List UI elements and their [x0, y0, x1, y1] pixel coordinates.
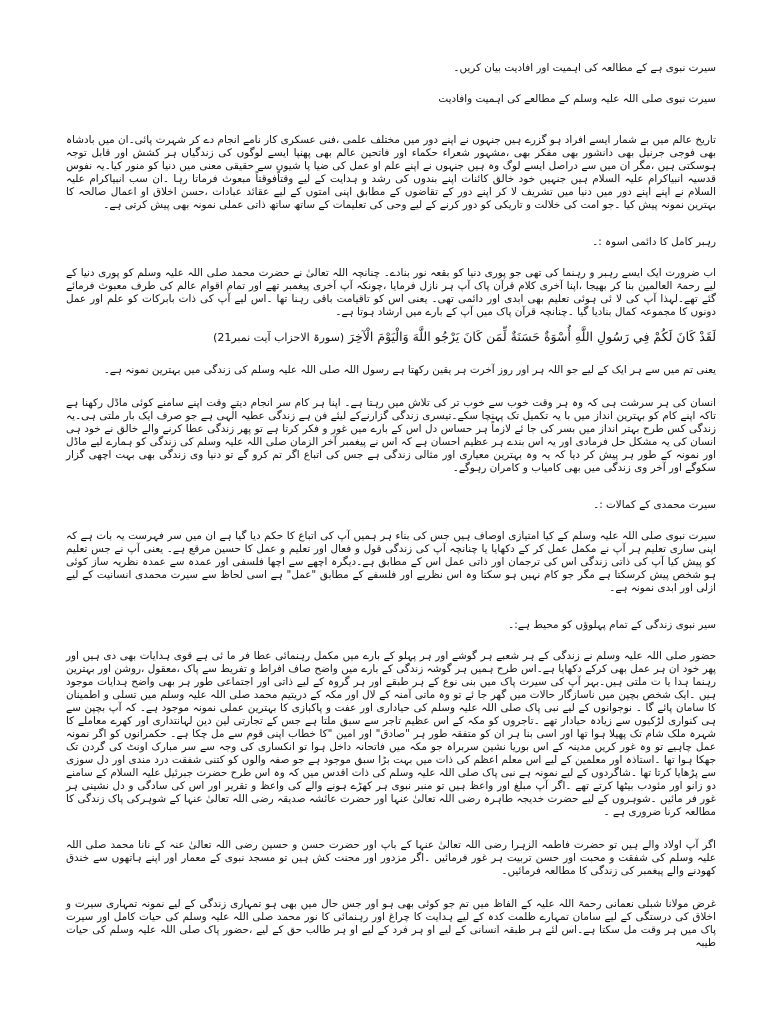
- section-title: سیرت نبوی صلی اللہ علیہ وسلم کے مطالعے کی اہمیت وافادیت: [438, 93, 716, 105]
- paragraph-rahbar: اب ضرورت ایک ایسے رہبر و رہنما کی تھی جو پوری دنیا کو بقعہ نور بنادے۔ چنانچہ اللہ تعالیٰ نے حضرت محمد صلی اللہ علیہ وسلم کو پوری دنیا کے لیے رحمۃ العالمین بنا کر بھیجا ،اپنا آخری کلام قرآن پاک آپ ہر نازل فرمایا ،چونکہ آپ آخری پیغمبر تھے اور تمام اقوام عالم کی طرف معبوث فرمائے گئے تھے۔لہذا آپ کی لا ئی ہوئی تعلیم بھی ابدی اور دائمی تھی۔ یعنی اس کو تاقیامت باقی رہنا تھا ۔اس لیے آپ کی ذات بابرکات کو علم اور عمل دونوں کا مجموعہ کمال بنادیا گیا ۔چنانچہ قرآن پاک میں آپ کے بارے میں ارشاد ہوتا ہے۔: [66, 267, 716, 318]
- paragraph-parents: اگر آپ اولاد والے ہیں تو حضرت فاطمہ الزہرا رضی اللہ تعالیٰ عنہا کے باپ اور حضرت حسن و حسین رضی اللہ تعالیٰ عنہ کے نانا محمد صلی اللہ علیہ وسلم کی شفقت و محبت اور حسن تربیت ہر غور فرمائیں ۔اگر مزدور اور محنت کش ہیں تو مسجد نبوی کے معمار اور اپنے ہاتھوں سے خندق کھودنے والے پیغمبر کی زندگی کا مطالعہ فرمائیں۔: [66, 839, 716, 877]
- verse-text: لَقَدْ كَانَ لَكُمْ فِي رَسُولِ اللَّهِ أُسْوَةٌ حَسَنَةٌ لِّمَن كَانَ يَرْجُو اللَّهَ وَالْيَوْمَ الْآخِرَ: [348, 329, 716, 344]
- verse-reference: (سورۃ الاحزاب آیت نمبر21): [213, 331, 345, 344]
- subheading-rahbar: رہبر کامل کا دائمی اسوہ :۔: [592, 236, 716, 248]
- verse-translation: یعنی تم میں سے ہر ایک کے لیے جو اللہ ہر اور روز آخرت ہر یقین رکھتا ہے رسول اللہ صلی اللہ علیہ وسلم کی زندگی میں بہترین نمونہ ہے۔: [103, 364, 716, 376]
- paragraph-muheet: حضور صلی اللہ علیہ وسلم نے زندگی کے ہر شعبے ہر گوشے اور ہر پہلو کے بارے میں مکمل رہنمائی عطا فر ما ئی ہے قوی ہدایات بھی دی ہیں اور پھر خود ان ہر عمل بھی کرکے دکھایا ہے۔اس طرح ہمیں ہر گوشہ زندگی کے بارے میں واضح صاف افراط و تفریط سے پاک ،معقول ،روشن اور بہترین رہنما ہدا یا ت ملتی ہیں۔بہر آپ کی سیرت پاک میں بنی نوع کے ہر طبقے اور ہر گروہ کے لیے ذاتی اور اجتماعی طور ہر بھی واضح ہدایات موجود ہیں ۔ایک شخص بچپن میں ناسازگار حالات میں گھر جا ئے تو وہ ماتی آمنہ کے لال اور مکہ کے دریتیم محمد صلی اللہ علیہ وسلم میں تسلی و اطمینان کا سامان پائے گا ۔ نوجوانوں کے لیے نبی پاک صلی اللہ علیہ وسلم کی حیاداری اور عفت و پاکبازی کا بہترین عملی نمونہ موجود ہے۔ کہ آپ بچپن سے ہی کنواری لڑکیوں سے زیادہ حیادار تھے ۔تاجروں کو مکہ کے اس عظیم تاجر سے سبق ملتا ہے جس کے تجارتی لین دین لہانتداری اور کھرے معاملے کا شہرہ ملک شام تک پھیلا ہوا تھا اور اسی بنا ہر ان کو متفقہ طور ہر "صادق" اور امین "کا خطاب اپنی قوم سے مل چکا ہے۔ حکمرانوں کو اگر نمونہ عمل چاہیے تو وہ غور کریں مدینہ کے اس بوریا نشین سربراہ جو مکہ میں فاتحانہ داخل ہوا تو انکساری کی وجہ سے سر مبارک اونٹ کی گردن تک جھکا ہوا تھا ۔استاذہ اور معلمین کے لیے اس معلم اعظم کی ذات میں بہت بڑا سبق موجود ہے جو صفہ والوں کو کتنی شفقت درد مندی اور دل سوزی سے پڑھایا کرتا تھا ۔شاگردوں کے لیے نمونہ ہے نبی پاک صلی اللہ علیہ وسلم کی ذات اقدس میں کہ وہ اس طرح حضرت جبرئیل علیہ السلام کے سامنے دو زانو اور مئودب بیٹھا کرتے تھے ۔اگر آپ مبلغ اور واعظ ہیں تو منبر نبوی ہر کھڑے ہونے والے کی واعظ و تقریر اور اس کی سادگی و دل نشینی ہر غور فر مائیں ۔شوہروں کے لیے حضرت خدیجہ طاہرہ رضی اللہ تعالیٰ عنہا اور حضرت عائشہ صدیقہ رضی اللہ تعالیٰ عنہا کے شوہرکی پاک زندگی کا مطالعہ کرنا ضروری ہے ۔: [66, 650, 716, 818]
- intro-paragraph: تاریخ عالم میں بے شمار ایسے افراد ہو گزرے ہیں جنہوں نے اپنے دور میں مختلف علمی ،فنی عسکری کار نامے انجام دے کر شہرت پائی۔ان میں بادشاہ بھی فوجی جرنیل بھی دانشور بھی مفکر بھی ،مشہور شعراء حکماء اور فاتحین عالم بھی پھنپا ایسے لوگوں کی زندگیاں ہر کشش اور قابل توجہ ہوسکتی ہیں ،مگر ان میں سے دراصل ایسے لوگ وہ ہیں جنہوں نے اپنے علم او عمل کی ضیا پا شیوں سے حقیقی معنی میں دنیا کو منور کیا۔یہ نفوس قدسیہ انبیاکرام علیہ السلام ہیں جنہیں خود خالق کائنات اپنے بندوں کی رشد و ہدایت کے لیے وقتاًفوقتاً مبعوث فرماتا رہا ۔ان سب انبیاکرام علیہ السلام نے اپنے اپنے دور میں دنیا میں تشریف لا کر اپنے دور کے تقاضوں کے مطابق اپنی امتوں کے لیے عقائد عبادات ،حسن اخلاق او اعمال صالحہ کا بہترین نمونہ پیش کیا ۔جو امت کی خلالت و تاریکی کو دور کرنے کے لیے وحی کی تعلیمات کے ساتھ ساتھ ذاتی عملی نمونہ بھی پیش کرتی ہے۔: [66, 134, 716, 211]
- paragraph-kamalat: سیرت نبوی صلی اللہ علیہ وسلم کے کیا امتیازی اوصاف ہیں جس کی بناء ہر ہمیں آپ کی اتباع کا حکم دیا گیا ہے ان میں سر فہرست یہ بات ہے کہ اپنی ساری تعلیم ہر آپ نے مکمل عمل کر کے دکھایا یا چنانچہ آپ کی زندگی قول و فعال اور تعلیم و عمل کا حسین مرقع ہے۔ یعنی آپ نے جس تعلیم کو پیش کیا آپ کی ذاتی زندگی اس کی ترجمان اور ذاتی عمل اس کے مطابق ہے۔دیگرہ اچھے سے اچھا فلسفی اور عمدہ سے عمدہ نظریہ ساز کوئی ہو شخص پیش کرسکتا ہے مگر جو کام نہیں ہو سکتا وہ اس نظریے اور فلسفے کے مطابق "عمل" ہے اسی لحاظ سے سیرت محمدی انسانیت کے لیے ازلی اور ابدی نمونہ ہے۔: [66, 530, 716, 594]
- main-question-heading: سیرت نبوی ہے کے مطالعہ کی اہمیت اور افادیت بیان کریں۔: [453, 62, 716, 74]
- document-body: [66, 62, 716, 950]
- paragraph-conclusion: غرض مولانا شبلی نعمانی رحمۃ اللہ علیہ کے الفاظ میں تم جو کوئی بھی ہو اور جس حال میں بھی ہو تمہاری زندگی کے لیے نمونہ تمہاری سیرت و اخلاق کی درستگی کے لیے سامان تمہارے ظلمت کدہ کے لیے ہدایت کا چراغ اور رہنمائی کا نور محمد صلی اللہ علیہ وسلم کی حیات کامل اور سیرت پاک میں ہر وقت مل سکتا ہے۔اس لئے ہر طبقہ انسانی کے لیے او ہر فرد کے لیے او ہر طالب حق کے لیے ،حضور پاک صلی اللہ علیہ وسلم کی حیات طیبہ: [66, 898, 716, 949]
- subheading-muheet: سیر نبوی زندگی کے تمام پہلوؤں کو محیط ہے:۔: [508, 619, 716, 631]
- quran-verse: [66, 329, 716, 346]
- subheading-kamalat: سیرت محمدی کے کمالات :۔: [593, 499, 716, 511]
- paragraph-model-life: انسان کی ہر سرشت ہی کہ وہ ہر وقت خوب سے خوب تر کی تلاش میں رہتا ہے۔ اپنا ہر کام سر انجام دیتے وقت اپنے سامنے کوئی ماڈل رکھنا ہے تاکہ اپنے کام کو بہترین انداز میں با یہ تکمیل تک پہنچا سکے۔تیسری زندگی گزارنےکے لیئے فن ہے زندگی عطیہ الٰہی ہے جو صرف ایک بار ملتی ہی۔یہ زندگی کس طرح بہتر انداز میں بسر کی جا ئے لازماً ہر حساس دل اس کے بارے میں غور و فکر کرتا ہے تو پھر زندگی عطا کرنے والے خالق نے خود ہی انسان کی یہ مشکل حل فرمادی اور یہ اس بندے ہر عظیم احسان ہے کہ اس نے پیغمبر آخر الزمان صلی اللہ علیہ وسلم کی زندگی کو ہمارے لیے ماڈل اور نمونہ کے طور ہر پیش کر دیا کہ یہ وہ بہترین معیاری اور مثالی زندگی ہے جس کی اتباع اگر تم کرو گے تو دنیا وی زندگی بھی بہت اچھی گزار سکوگے اور آخر وی زندگی میں بھی کامیاب و کامران رہوگے۔: [66, 397, 716, 474]
